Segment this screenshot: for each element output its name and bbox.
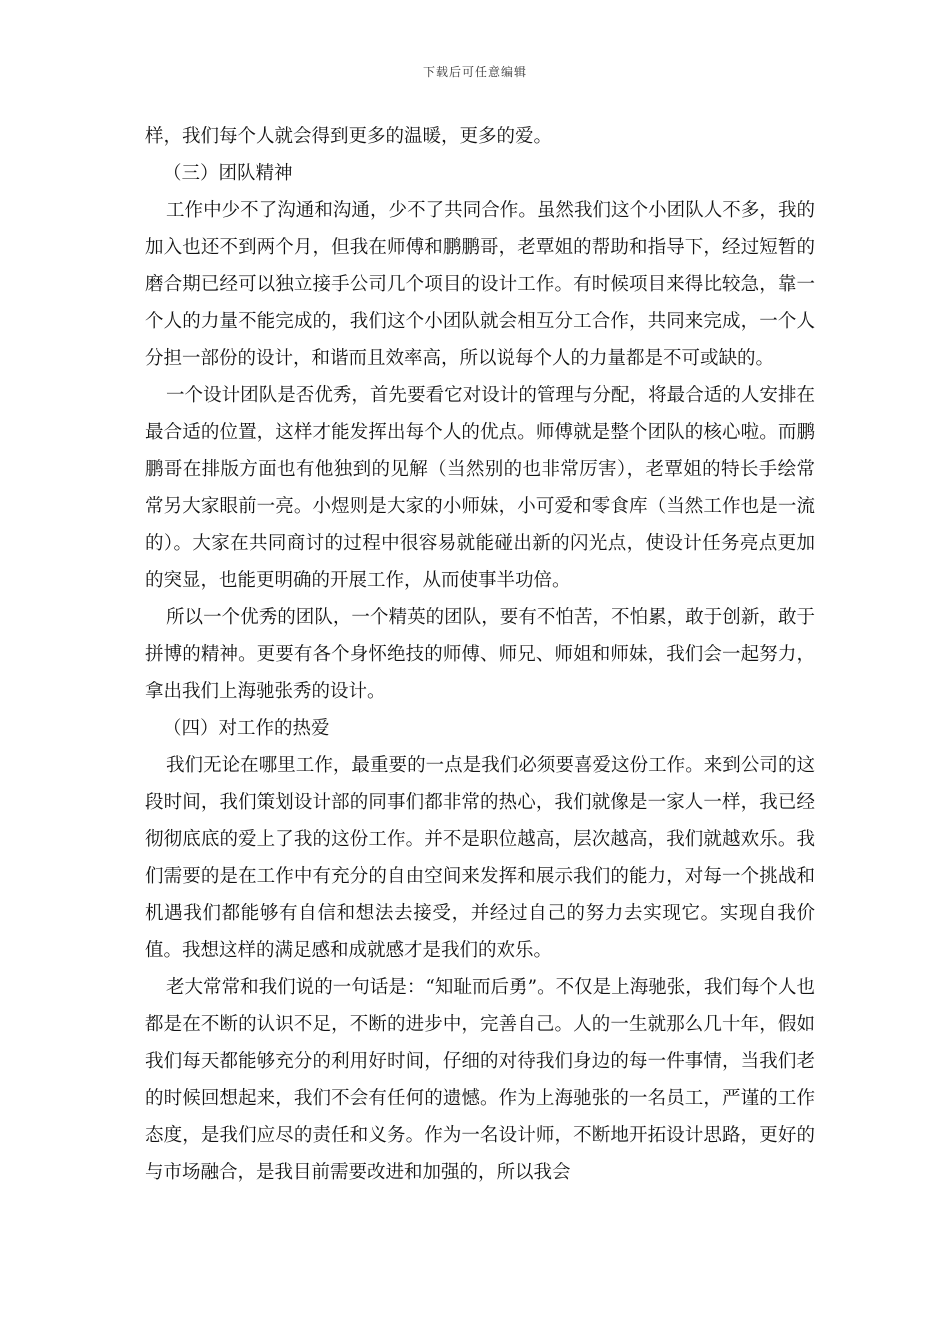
paragraph-excellent-team: 所以一个优秀的团队，一个精英的团队，要有不怕苦，不怕累，敢于创新，敢于拼博的精神。更要有各个身怀绝技的师傅、师兄、师姐和师妹，我们会一起努力，拿出我们上海驰张秀的设计。 (145, 607, 815, 702)
paragraph-teamwork: 工作中少不了沟通和沟通，少不了共同合作。虽然我们这个小团队人不多，我的加入也还不到两个月，但我在师傅和鹏鹏哥，老覃姐的帮助和指导下，经过短暂的磨合期已经可以独立接手公司几个项目的设计工作。有时候项目来得比较急，靠一个人的力量不能完成的，我们这个小团队就会相互分工合作，共同来完成，一个人分担一部份的设计，和谐而且效率高，所以说每个人的力量都是不可或缺的。 (145, 200, 815, 369)
paragraph-team-roles: 一个设计团队是否优秀，首先要看它对设计的管理与分配，将最合适的人安排在最合适的位置，这样才能发挥出每个人的优点。师傅就是整个团队的核心啦。而鹏鹏哥在排版方面也有他独到的见解（当然别的也非常厉害），老覃姐的特长手绘常常另大家眼前一亮。小煜则是大家的小师妹，小可爱和零食库（当然工作也是一流的）。大家在共同商讨的过程中很容易就能碰出新的闪光点，使设计任务亮点更加的突显，也能更明确的开展工作，从而使事半功倍。 (145, 385, 815, 591)
paragraph-love-work: 我们无论在哪里工作，最重要的一点是我们必须要喜爱这份工作。来到公司的这段时间，我们策划设计部的同事们都非常的热心，我们就像是一家人一样，我已经彻彻底底的爱上了我的这份工作。并不是职位越高，层次越高，我们就越欢乐。我们需要的是在工作中有充分的自由空间来发挥和展示我们的能力，对每一个挑战和机遇我们都能够有自信和想法去接受，并经过自己的努力去实现它。实现自我价值。我想这样的满足感和成就感才是我们的欢乐。 (145, 755, 815, 961)
paragraph-self-improvement: 老大常常和我们说的一句话是：“知耻而后勇”。不仅是上海驰张，我们每个人也都是在不断的认识不足，不断的进步中，完善自己。人的一生就那么几十年，假如我们每天都能够充分的利用好时间，仔细的对待我们身边的每一件事情，当我们老的时候回想起来，我们不会有任何的遗憾。作为上海驰张的一名员工，严谨的工作态度，是我们应尽的责任和义务。作为一名设计师，不断地开拓设计思路，更好的与市场融合，是我目前需要改进和加强的，所以我会 (145, 977, 815, 1183)
section-heading-love-of-work: （四）对工作的热爱 (163, 718, 330, 739)
paragraph-continued: 样，我们每个人就会得到更多的温暖，更多的爱。 (145, 126, 553, 147)
section-heading-team-spirit: （三）团队精神 (163, 163, 293, 184)
document-body (145, 118, 815, 1191)
page-header: 下载后可任意编辑 (422, 65, 527, 79)
